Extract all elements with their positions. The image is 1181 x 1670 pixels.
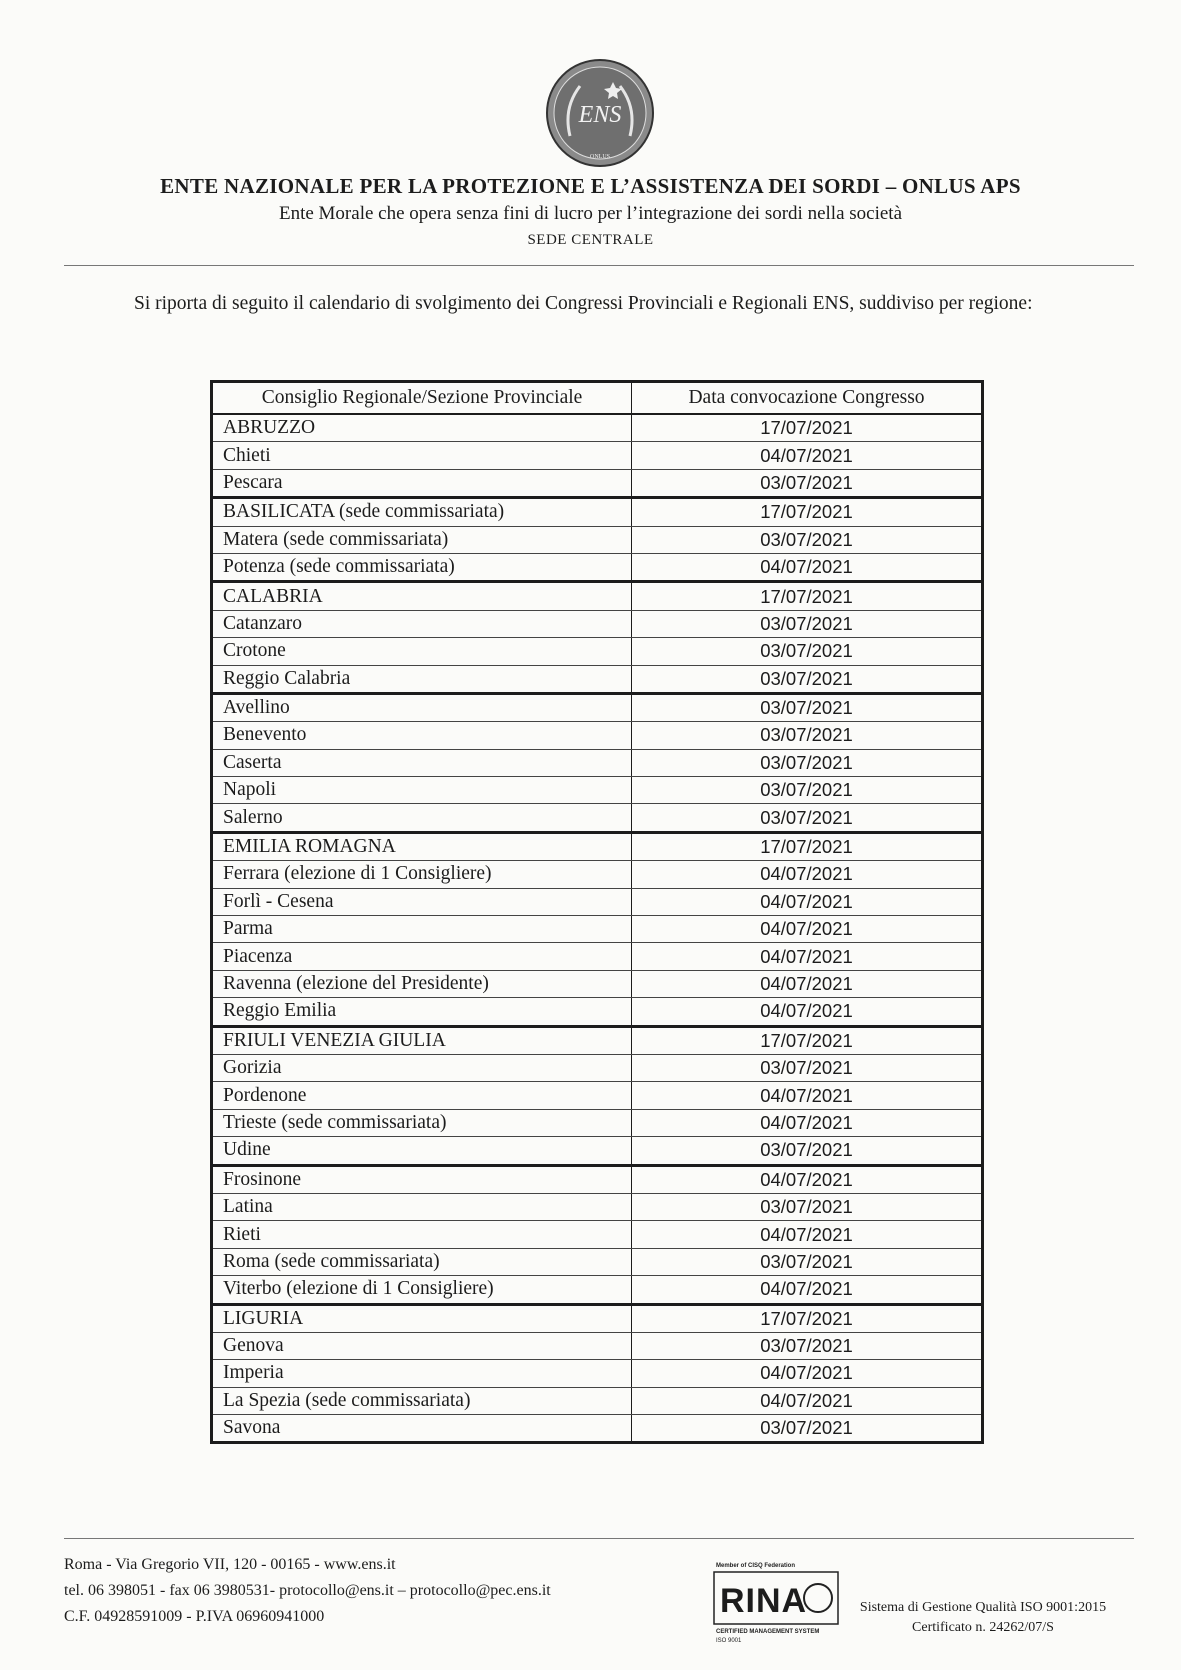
table-row [212,1026,983,1054]
cell-region: Frosinone [212,1165,632,1193]
rina-certification-logo [712,1558,840,1644]
cell-date: 03/07/2021 [632,722,983,749]
table-row [212,722,983,749]
cell-date: 03/07/2021 [632,693,983,721]
cell-date: 03/07/2021 [632,1054,983,1081]
cell-date: 03/07/2021 [632,469,983,497]
cell-region: La Spezia (sede commissariata) [212,1387,632,1414]
table-row [212,1054,983,1081]
footer [64,1552,551,1630]
rina-top-text: Member of CISQ Federation [716,1563,796,1569]
org-subtitle: Ente Morale che opera senza fini di lucro per l’integrazione dei sordi nella società [278,203,903,224]
cell-region: Roma (sede commissariata) [212,1248,632,1275]
cell-region: Forlì - Cesena [212,888,632,915]
rina-iso-text: ISO 9001 [716,1638,742,1644]
cell-region: Parma [212,916,632,943]
cell-region: Potenza (sede commissariata) [212,553,632,581]
cell-date: 03/07/2021 [632,1248,983,1275]
table-row [212,1304,983,1332]
cell-region: Viterbo (elezione di 1 Consigliere) [212,1276,632,1304]
table-row [212,749,983,776]
table-row [212,638,983,665]
cell-region: Napoli [212,777,632,804]
cert-line-1: Sistema di Gestione Qualità ISO 9001:2015 [859,1600,1107,1615]
cell-region: Chieti [212,442,632,469]
table-row [212,469,983,497]
cell-region: Salerno [212,804,632,832]
cell-date: 03/07/2021 [632,777,983,804]
cell-date: 04/07/2021 [632,1387,983,1414]
table-row [212,1276,983,1304]
congress-table-wrapper [210,380,984,1444]
table-row [212,888,983,915]
cell-region: Matera (sede commissariata) [212,526,632,553]
cell-region: Genova [212,1332,632,1359]
cell-date: 17/07/2021 [632,1304,983,1332]
table-row [212,1137,983,1165]
table-row [212,1387,983,1414]
header-date: Data convocazione Congresso [632,382,983,415]
cell-date: 04/07/2021 [632,998,983,1026]
cell-date: 04/07/2021 [632,1082,983,1109]
cisq-badge-icon [804,1584,832,1612]
table-row [212,693,983,721]
cell-region: BASILICATA (sede commissariata) [212,498,632,526]
cell-date: 04/07/2021 [632,1360,983,1387]
table-row [212,665,983,693]
table-row [212,1415,983,1443]
table-row [212,943,983,970]
logo-text: ENS [578,102,622,128]
cell-region: Catanzaro [212,610,632,637]
cell-date: 03/07/2021 [632,1415,983,1443]
table-row [212,916,983,943]
rina-bottom-text: CERTIFIED MANAGEMENT SYSTEM [716,1629,820,1635]
cell-date: 04/07/2021 [632,1109,983,1136]
cell-region: Benevento [212,722,632,749]
table-body [212,414,983,1443]
cell-region: Reggio Emilia [212,998,632,1026]
cell-date: 04/07/2021 [632,916,983,943]
table-row [212,832,983,860]
cell-date: 03/07/2021 [632,804,983,832]
cell-date: 17/07/2021 [632,582,983,610]
table-row [212,777,983,804]
cell-region: Caserta [212,749,632,776]
certification-text [840,1598,1126,1638]
cell-region: Ravenna (elezione del Presidente) [212,970,632,997]
table-row [212,861,983,888]
table-header-row [212,382,983,415]
rina-logo-text: RINA [720,1582,808,1620]
cell-region: Reggio Calabria [212,665,632,693]
footer-fiscal: C.F. 04928591009 - P.IVA 06960941000 [64,1608,325,1625]
cell-region: Ferrara (elezione di 1 Consigliere) [212,861,632,888]
cell-date: 04/07/2021 [632,1165,983,1193]
table-row [212,970,983,997]
org-sede: SEDE CENTRALE [527,232,654,248]
table-row [212,804,983,832]
cell-date: 03/07/2021 [632,526,983,553]
intro-paragraph: Si riporta di seguito il calendario di svolgimento dei Congressi Provinciali e Regionali ENS, suddiviso per regione: [134,293,1033,314]
table-row [212,1332,983,1359]
cell-date: 03/07/2021 [632,1137,983,1165]
cell-date: 04/07/2021 [632,888,983,915]
cell-region: Udine [212,1137,632,1165]
cell-date: 17/07/2021 [632,498,983,526]
cell-region: Pescara [212,469,632,497]
cell-region: Crotone [212,638,632,665]
cell-date: 17/07/2021 [632,1026,983,1054]
cell-date: 03/07/2021 [632,1332,983,1359]
cell-date: 03/07/2021 [632,638,983,665]
header-region: Consiglio Regionale/Sezione Provinciale [212,382,632,415]
cell-region: Latina [212,1193,632,1220]
congress-table [210,380,984,1444]
header-divider [64,265,1134,266]
table-row [212,582,983,610]
cell-region: Trieste (sede commissariata) [212,1109,632,1136]
logo-subtext: ONLUS [589,154,611,160]
cell-date: 03/07/2021 [632,749,983,776]
cell-date: 17/07/2021 [632,414,983,442]
cell-region: Avellino [212,693,632,721]
cell-date: 04/07/2021 [632,553,983,581]
cell-region: Gorizia [212,1054,632,1081]
cell-region: Pordenone [212,1082,632,1109]
cell-region: Savona [212,1415,632,1443]
table-row [212,998,983,1026]
table-row [212,498,983,526]
cell-region: Imperia [212,1360,632,1387]
cell-date: 03/07/2021 [632,665,983,693]
cell-region: CALABRIA [212,582,632,610]
cell-region: ABRUZZO [212,414,632,442]
table-row [212,414,983,442]
cell-date: 03/07/2021 [632,1193,983,1220]
table-row [212,553,983,581]
cell-date: 04/07/2021 [632,1276,983,1304]
cell-region: LIGURIA [212,1304,632,1332]
org-title: ENTE NAZIONALE PER LA PROTEZIONE E L’ASSISTENZA DEI SORDI – ONLUS APS [160,174,1021,198]
table-row [212,1193,983,1220]
cell-region: Rieti [212,1221,632,1248]
table-row [212,1221,983,1248]
ens-logo-seal [545,58,655,168]
table-row [212,442,983,469]
table-row [212,1109,983,1136]
cell-date: 04/07/2021 [632,970,983,997]
cell-date: 03/07/2021 [632,610,983,637]
table-row [212,526,983,553]
cell-date: 17/07/2021 [632,832,983,860]
table-row [212,1082,983,1109]
cell-region: EMILIA ROMAGNA [212,832,632,860]
cell-date: 04/07/2021 [632,442,983,469]
cell-date: 04/07/2021 [632,1221,983,1248]
table-row [212,1360,983,1387]
footer-contacts: tel. 06 398051 - fax 06 3980531- protocollo@ens.it – protocollo@pec.ens.it [64,1582,551,1599]
table-row [212,610,983,637]
cell-date: 04/07/2021 [632,861,983,888]
cert-line-2: Certificato n. 24262/07/S [912,1620,1054,1635]
cell-region: Piacenza [212,943,632,970]
footer-address: Roma - Via Gregorio VII, 120 - 00165 - www.ens.it [64,1556,396,1573]
footer-divider [64,1538,1134,1539]
cell-region: FRIULI VENEZIA GIULIA [212,1026,632,1054]
table-row [212,1165,983,1193]
cell-date: 04/07/2021 [632,943,983,970]
table-row [212,1248,983,1275]
